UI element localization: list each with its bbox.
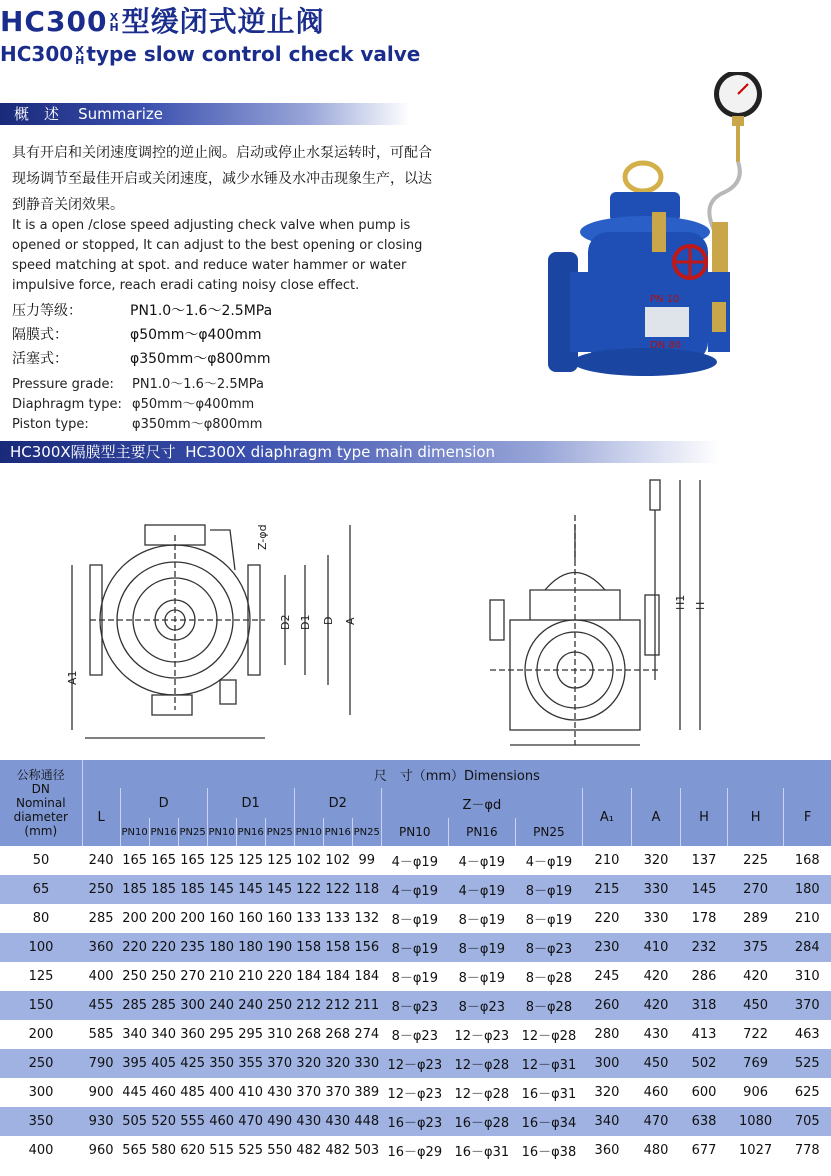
table-cell: 240 [207, 991, 236, 1020]
spec-value: PN1.0～1.6～2.5MPa [132, 377, 265, 392]
table-cell: 65 [0, 875, 82, 904]
table-cell: 906 [728, 1078, 784, 1107]
table-cell: 268 [323, 1020, 352, 1049]
table-cell: 4－φ19 [448, 875, 515, 904]
table-cell: 295 [236, 1020, 265, 1049]
table-cell: 190 [265, 933, 294, 962]
spec-key: Pressure grade: [12, 377, 114, 392]
pn-d-16: PN16 [149, 818, 178, 846]
table-row [0, 1049, 831, 1078]
summary-header [0, 103, 410, 125]
table-cell: 330 [352, 1049, 381, 1078]
table-cell: 200 [178, 904, 207, 933]
table-cell: 210 [582, 846, 631, 875]
table-cell: 790 [82, 1049, 120, 1078]
col-h2: H [728, 788, 784, 846]
spec-key: 活塞式： [12, 351, 68, 367]
table-cell: 80 [0, 904, 82, 933]
pn-z-16: PN16 [448, 818, 515, 846]
table-cell: 270 [728, 875, 784, 904]
table-cell: 210 [236, 962, 265, 991]
xh-top-en: X [75, 43, 85, 57]
table-cell: 555 [178, 1107, 207, 1136]
table-cell: 220 [120, 933, 149, 962]
table-cell: 12－φ28 [448, 1049, 515, 1078]
table-cell: 16－φ34 [515, 1107, 582, 1136]
summary-header-en: Summarize [78, 105, 163, 123]
table-cell: 470 [236, 1107, 265, 1136]
table-cell: 677 [681, 1136, 728, 1165]
table-cell: 102 [323, 846, 352, 875]
table-cell: 270 [178, 962, 207, 991]
col-d1: D1 [207, 788, 294, 818]
col-l: L [82, 788, 120, 846]
page-title-cn [0, 0, 325, 40]
table-cell: 118 [352, 875, 381, 904]
table-cell: 520 [149, 1107, 178, 1136]
table-cell: 180 [207, 933, 236, 962]
label-d1: D1 [299, 614, 312, 630]
table-cell: 585 [82, 1020, 120, 1049]
table-cell: 185 [120, 875, 149, 904]
table-cell: 370 [784, 991, 831, 1020]
spec-value: φ350mm～φ800mm [130, 351, 271, 367]
table-cell: 12－φ23 [448, 1020, 515, 1049]
table-cell: 318 [681, 991, 728, 1020]
table-cell: 145 [681, 875, 728, 904]
table-cell: 212 [294, 991, 323, 1020]
table-cell: 220 [149, 933, 178, 962]
dn-header: 公称通径 DN Nominal diameter (mm) [0, 760, 82, 846]
table-cell: 16－φ29 [381, 1136, 448, 1165]
table-cell: 425 [178, 1049, 207, 1078]
pn-d1-10: PN10 [207, 818, 236, 846]
table-cell: 210 [784, 904, 831, 933]
table-cell: 550 [265, 1136, 294, 1165]
table-cell: 286 [681, 962, 728, 991]
table-cell: 132 [352, 904, 381, 933]
summary-header-cn: 概 述 [14, 105, 60, 123]
plate-dn: DN 80 [650, 340, 682, 351]
table-cell: 100 [0, 933, 82, 962]
title-en-text: type slow control check valve [86, 42, 421, 66]
table-cell: 284 [784, 933, 831, 962]
table-cell: 178 [681, 904, 728, 933]
table-cell: 525 [784, 1049, 831, 1078]
table-cell: 211 [352, 991, 381, 1020]
table-cell: 485 [178, 1078, 207, 1107]
table-cell: 8－φ23 [515, 933, 582, 962]
table-cell: 145 [265, 875, 294, 904]
table-cell: 405 [149, 1049, 178, 1078]
table-cell: 220 [582, 904, 631, 933]
table-cell: 12－φ28 [448, 1078, 515, 1107]
table-cell: 250 [149, 962, 178, 991]
title-cn-text: 型缓闭式逆止阀 [121, 5, 325, 38]
table-cell: 150 [0, 991, 82, 1020]
table-cell: 200 [0, 1020, 82, 1049]
spec-value: φ50mm～φ400mm [130, 327, 262, 343]
col-a1: A₁ [582, 788, 631, 846]
table-cell: 250 [0, 1049, 82, 1078]
table-row [0, 962, 831, 991]
table-cell: 165 [120, 846, 149, 875]
table-cell: 410 [631, 933, 680, 962]
pn-d1-16: PN16 [236, 818, 265, 846]
table-cell: 455 [82, 991, 120, 1020]
label-zd: Z-φd [256, 524, 269, 550]
table-cell: 769 [728, 1049, 784, 1078]
table-cell: 137 [681, 846, 728, 875]
table-cell: 8－φ19 [448, 962, 515, 991]
table-cell: 410 [236, 1078, 265, 1107]
table-cell: 375 [728, 933, 784, 962]
table-cell: 355 [236, 1049, 265, 1078]
table-cell: 395 [120, 1049, 149, 1078]
table-cell: 212 [323, 991, 352, 1020]
table-cell: 160 [236, 904, 265, 933]
table-cell: 180 [236, 933, 265, 962]
table-cell: 360 [82, 933, 120, 962]
table-row [0, 846, 831, 875]
table-row [0, 1078, 831, 1107]
table-cell: 184 [294, 962, 323, 991]
table-cell: 310 [784, 962, 831, 991]
table-cell: 145 [207, 875, 236, 904]
table-cell: 250 [120, 962, 149, 991]
table-cell: 8－φ19 [381, 962, 448, 991]
pn-d1-25: PN25 [265, 818, 294, 846]
dimension-header-en: HC300X diaphragm type main dimension [185, 443, 496, 461]
table-cell: 8－φ23 [381, 1020, 448, 1049]
spec-key: 隔膜式： [12, 327, 68, 343]
table-cell: 420 [631, 962, 680, 991]
plate-pn: PN 10 [650, 294, 680, 305]
table-cell: 320 [294, 1049, 323, 1078]
col-d: D [120, 788, 207, 818]
table-cell: 960 [82, 1136, 120, 1165]
spec-cn-0 [12, 300, 272, 320]
table-cell: 413 [681, 1020, 728, 1049]
intro-en: It is a open /close speed adjusting check valve when pump is opened or stopped, It can adjust to the best opening or closing speed matching at spot. and reduce water hammer or water impulsive force, reach eradi cating noisy close effect. [12, 218, 423, 293]
table-cell: 250 [265, 991, 294, 1020]
table-cell: 300 [582, 1049, 631, 1078]
table-cell: 600 [681, 1078, 728, 1107]
table-cell: 12－φ23 [381, 1078, 448, 1107]
table-cell: 460 [631, 1078, 680, 1107]
spec-cn-2 [12, 348, 270, 368]
table-cell: 160 [265, 904, 294, 933]
table-cell: 184 [323, 962, 352, 991]
table-cell: 8－φ19 [515, 904, 582, 933]
spec-cn-1 [12, 324, 262, 344]
table-cell: 274 [352, 1020, 381, 1049]
spec-value: PN1.0～1.6～2.5MPa [130, 303, 273, 319]
table-cell: 168 [784, 846, 831, 875]
table-row [0, 875, 831, 904]
table-cell: 300 [0, 1078, 82, 1107]
pn-z-25: PN25 [515, 818, 582, 846]
table-cell: 722 [728, 1020, 784, 1049]
spec-value: φ350mm～φ800mm [132, 417, 263, 432]
xh-top: X [109, 11, 120, 24]
pn-d2-25: PN25 [352, 818, 381, 846]
table-cell: 220 [265, 962, 294, 991]
table-cell: 268 [294, 1020, 323, 1049]
spec-key: 压力等级： [12, 303, 82, 319]
xh-bottom-en: H [75, 53, 85, 67]
table-cell: 482 [294, 1136, 323, 1165]
table-cell: 225 [728, 846, 784, 875]
table-cell: 625 [784, 1078, 831, 1107]
table-cell: 400 [0, 1136, 82, 1165]
dimension-table-body [0, 846, 831, 1165]
table-cell: 930 [82, 1107, 120, 1136]
table-cell: 8－φ19 [448, 904, 515, 933]
table-cell: 565 [120, 1136, 149, 1165]
table-cell: 235 [178, 933, 207, 962]
dimensions-header: 尺 寸（mm）Dimensions [82, 760, 831, 788]
table-cell: 705 [784, 1107, 831, 1136]
table-cell: 310 [265, 1020, 294, 1049]
table-cell: 8－φ19 [515, 875, 582, 904]
pn-d2-10: PN10 [294, 818, 323, 846]
table-cell: 240 [236, 991, 265, 1020]
table-cell: 505 [120, 1107, 149, 1136]
table-cell: 125 [265, 846, 294, 875]
dimension-header [0, 441, 720, 463]
title-en-model: HC300 [0, 42, 74, 66]
table-cell: 8－φ23 [448, 991, 515, 1020]
table-cell: 12－φ23 [381, 1049, 448, 1078]
table-cell: 285 [120, 991, 149, 1020]
table-cell: 156 [352, 933, 381, 962]
table-cell: 360 [178, 1020, 207, 1049]
table-cell: 250 [82, 875, 120, 904]
table-row [0, 1020, 831, 1049]
spec-en-2 [12, 413, 262, 432]
table-cell: 503 [352, 1136, 381, 1165]
label-h1: H1 [674, 594, 687, 610]
table-cell: 210 [207, 962, 236, 991]
table-cell: 620 [178, 1136, 207, 1165]
table-cell: 8－φ19 [381, 904, 448, 933]
title-xh [109, 13, 119, 33]
table-cell: 280 [582, 1020, 631, 1049]
table-cell: 420 [728, 962, 784, 991]
page-title-en [0, 42, 420, 66]
table-cell: 420 [631, 991, 680, 1020]
table-cell: 502 [681, 1049, 728, 1078]
table-cell: 400 [207, 1078, 236, 1107]
label-d: D [322, 616, 335, 625]
label-h: H [694, 601, 707, 610]
table-cell: 16－φ28 [448, 1107, 515, 1136]
table-cell: 463 [784, 1020, 831, 1049]
table-cell: 515 [207, 1136, 236, 1165]
table-cell: 200 [149, 904, 178, 933]
table-cell: 8－φ28 [515, 991, 582, 1020]
table-cell: 360 [582, 1136, 631, 1165]
table-cell: 185 [149, 875, 178, 904]
spec-key: Diaphragm type: [12, 397, 122, 412]
table-cell: 580 [149, 1136, 178, 1165]
table-cell: 260 [582, 991, 631, 1020]
table-cell: 215 [582, 875, 631, 904]
table-cell: 232 [681, 933, 728, 962]
table-cell: 470 [631, 1107, 680, 1136]
table-cell: 320 [631, 846, 680, 875]
table-cell: 158 [294, 933, 323, 962]
table-cell: 4－φ19 [381, 875, 448, 904]
table-cell: 4－φ19 [381, 846, 448, 875]
table-cell: 389 [352, 1078, 381, 1107]
xh-bottom: H [109, 21, 120, 34]
table-cell: 230 [582, 933, 631, 962]
table-cell: 12－φ28 [515, 1020, 582, 1049]
table-cell: 16－φ38 [515, 1136, 582, 1165]
intro-cn: 具有开启和关闭速度调控的逆止阀。启动或停止水泵运转时，可配合现场调节至最佳开启或关闭速度，减少水锤及水冲击现象生产，以达到静音关闭效果。 [12, 145, 432, 213]
pn-d-25: PN25 [178, 818, 207, 846]
table-cell: 245 [582, 962, 631, 991]
table-cell: 638 [681, 1107, 728, 1136]
table-cell: 460 [207, 1107, 236, 1136]
table-cell: 1027 [728, 1136, 784, 1165]
table-cell: 448 [352, 1107, 381, 1136]
table-cell: 165 [149, 846, 178, 875]
table-cell: 8－φ19 [381, 933, 448, 962]
table-cell: 4－φ19 [515, 846, 582, 875]
table-cell: 125 [207, 846, 236, 875]
table-cell: 490 [265, 1107, 294, 1136]
table-cell: 400 [82, 962, 120, 991]
col-h: H [681, 788, 728, 846]
dimension-table [0, 760, 831, 1165]
table-cell: 900 [82, 1078, 120, 1107]
spec-en-0 [12, 373, 264, 392]
table-cell: 340 [120, 1020, 149, 1049]
table-cell: 145 [236, 875, 265, 904]
table-cell: 350 [0, 1107, 82, 1136]
table-cell: 340 [149, 1020, 178, 1049]
table-cell: 430 [265, 1078, 294, 1107]
table-cell: 295 [207, 1020, 236, 1049]
table-cell: 16－φ31 [448, 1136, 515, 1165]
col-d2: D2 [294, 788, 381, 818]
table-cell: 350 [207, 1049, 236, 1078]
table-cell: 165 [178, 846, 207, 875]
table-cell: 285 [82, 904, 120, 933]
col-f: F [784, 788, 831, 846]
table-cell: 450 [728, 991, 784, 1020]
table-row [0, 1107, 831, 1136]
table-cell: 4－φ19 [448, 846, 515, 875]
table-cell: 133 [323, 904, 352, 933]
table-cell: 300 [178, 991, 207, 1020]
table-cell: 180 [784, 875, 831, 904]
table-cell: 185 [178, 875, 207, 904]
table-cell: 240 [82, 846, 120, 875]
table-cell: 330 [631, 875, 680, 904]
table-cell: 480 [631, 1136, 680, 1165]
col-z: Z－φd [381, 788, 582, 818]
table-cell: 200 [120, 904, 149, 933]
spec-key: Piston type: [12, 417, 89, 432]
label-d2: D2 [279, 614, 292, 630]
spec-en-1 [12, 393, 254, 412]
table-cell: 525 [236, 1136, 265, 1165]
table-cell: 125 [0, 962, 82, 991]
table-cell: 330 [631, 904, 680, 933]
pn-d-10: PN10 [120, 818, 149, 846]
table-cell: 160 [207, 904, 236, 933]
table-cell: 285 [149, 991, 178, 1020]
table-row [0, 933, 831, 962]
table-cell: 122 [294, 875, 323, 904]
title-en-xh [75, 43, 85, 67]
table-cell: 50 [0, 846, 82, 875]
table-cell: 430 [294, 1107, 323, 1136]
valve-photo [540, 72, 810, 392]
table-cell: 778 [784, 1136, 831, 1165]
pn-z-10: PN10 [381, 818, 448, 846]
table-cell: 370 [323, 1078, 352, 1107]
table-cell: 16－φ31 [515, 1078, 582, 1107]
table-cell: 12－φ31 [515, 1049, 582, 1078]
table-cell: 289 [728, 904, 784, 933]
dimension-header-cn: HC300X隔膜型主要尺寸 [10, 443, 176, 461]
table-cell: 482 [323, 1136, 352, 1165]
spec-value: φ50mm～φ400mm [132, 397, 255, 412]
pn-d2-16: PN16 [323, 818, 352, 846]
table-cell: 320 [323, 1049, 352, 1078]
table-cell: 184 [352, 962, 381, 991]
table-row [0, 1136, 831, 1165]
table-cell: 8－φ28 [515, 962, 582, 991]
title-model: HC300 [0, 5, 108, 38]
table-row [0, 904, 831, 933]
table-cell: 460 [149, 1078, 178, 1107]
table-cell: 133 [294, 904, 323, 933]
table-cell: 1080 [728, 1107, 784, 1136]
table-cell: 158 [323, 933, 352, 962]
label-a: A [344, 617, 357, 625]
table-cell: 445 [120, 1078, 149, 1107]
table-cell: 320 [582, 1078, 631, 1107]
table-cell: 8－φ23 [381, 991, 448, 1020]
table-cell: 102 [294, 846, 323, 875]
table-cell: 370 [265, 1049, 294, 1078]
table-cell: 99 [352, 846, 381, 875]
table-cell: 122 [323, 875, 352, 904]
table-cell: 16－φ23 [381, 1107, 448, 1136]
table-cell: 8－φ19 [448, 933, 515, 962]
table-cell: 430 [323, 1107, 352, 1136]
table-cell: 430 [631, 1020, 680, 1049]
table-cell: 125 [236, 846, 265, 875]
label-a1: A1 [66, 670, 79, 685]
technical-drawing [60, 470, 720, 760]
col-a: A [631, 788, 680, 846]
table-cell: 370 [294, 1078, 323, 1107]
table-cell: 340 [582, 1107, 631, 1136]
table-cell: 450 [631, 1049, 680, 1078]
table-row [0, 991, 831, 1020]
